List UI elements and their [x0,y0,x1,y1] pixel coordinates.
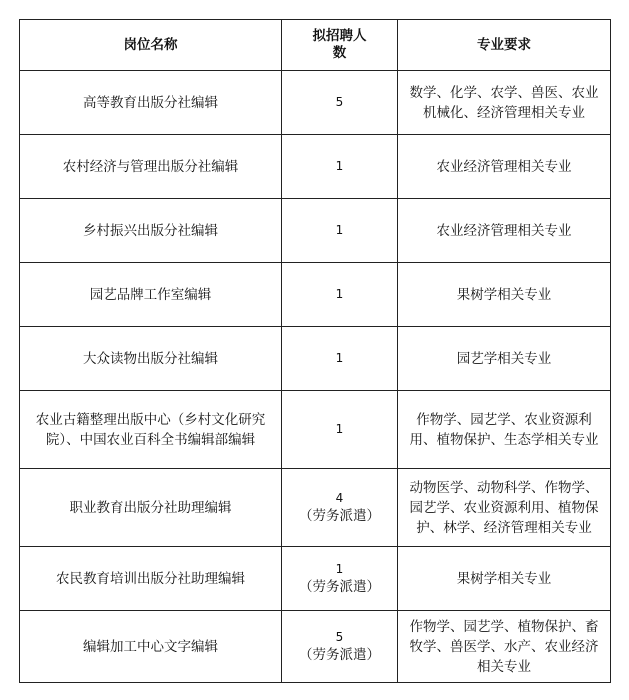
table-row [20,263,611,327]
position-cell: 农村经济与管理出版分社编辑 [20,135,282,199]
requirement-cell: 果树学相关专业 [398,547,611,611]
position-cell: 编辑加工中心文字编辑 [20,611,282,683]
requirement-cell: 果树学相关专业 [398,263,611,327]
table-header-row [20,20,611,71]
count-cell: 4 （劳务派遣） [282,469,398,547]
requirement-cell: 作物学、园艺学、农业资源利用、植物保护、生态学相关专业 [398,391,611,469]
table-row [20,135,611,199]
header-position: 岗位名称 [20,20,282,71]
requirement-cell: 农业经济管理相关专业 [398,135,611,199]
recruitment-table [19,19,611,683]
table-row [20,391,611,469]
position-cell: 职业教育出版分社助理编辑 [20,469,282,547]
dispatch-note: （劳务派遣） [299,646,380,663]
count-cell: 5 [282,71,398,135]
requirement-cell: 农业经济管理相关专业 [398,199,611,263]
count-cell: 5 （劳务派遣） [282,611,398,683]
count-cell: 1 [282,263,398,327]
requirement-cell: 作物学、园艺学、植物保护、畜牧学、兽医学、水产、农业经济相关专业 [398,611,611,683]
position-cell: 大众读物出版分社编辑 [20,327,282,391]
header-count: 拟招聘人数 [282,20,398,71]
table-row [20,469,611,547]
header-requirement: 专业要求 [398,20,611,71]
table-row [20,199,611,263]
count-cell: 1 [282,135,398,199]
table-row [20,611,611,683]
dispatch-note: （劳务派遣） [299,507,380,524]
table-row [20,71,611,135]
table-row [20,327,611,391]
count-cell: 1 （劳务派遣） [282,547,398,611]
dispatch-note: （劳务派遣） [299,578,380,595]
requirement-cell: 动物医学、动物科学、作物学、园艺学、农业资源利用、植物保护、林学、经济管理相关专业 [398,469,611,547]
position-cell: 农民教育培训出版分社助理编辑 [20,547,282,611]
count-cell: 1 [282,199,398,263]
position-cell: 园艺品牌工作室编辑 [20,263,282,327]
table-row [20,547,611,611]
requirement-cell: 园艺学相关专业 [398,327,611,391]
requirement-cell: 数学、化学、农学、兽医、农业机械化、经济管理相关专业 [398,71,611,135]
position-cell: 乡村振兴出版分社编辑 [20,199,282,263]
position-cell: 农业古籍整理出版中心（乡村文化研究院）、中国农业百科全书编辑部编辑 [20,391,282,469]
position-cell: 高等教育出版分社编辑 [20,71,282,135]
count-cell: 1 [282,327,398,391]
count-cell: 1 [282,391,398,469]
